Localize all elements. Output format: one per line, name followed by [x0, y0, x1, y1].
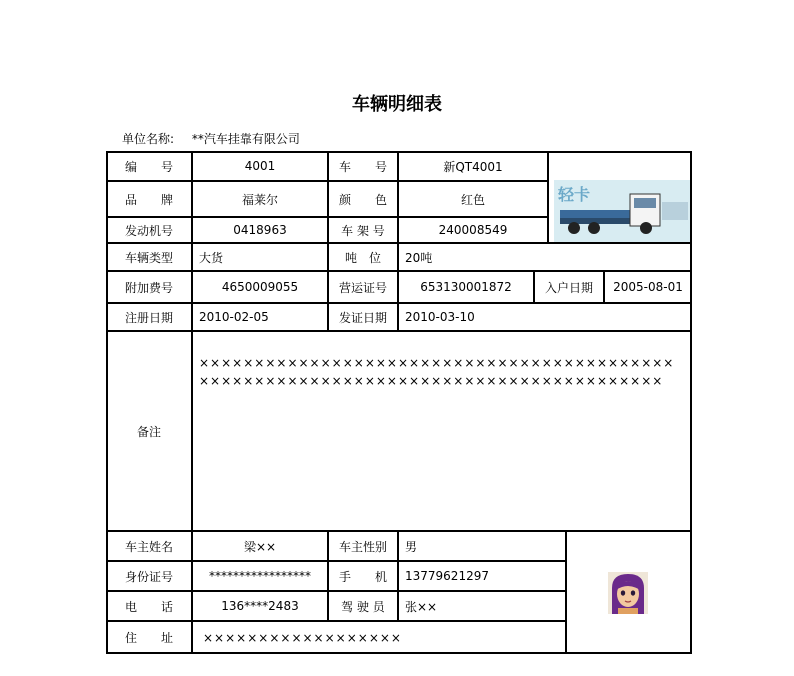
unit-value: **汽车挂靠有限公司: [191, 132, 300, 146]
value-register-home: 2005-08-01: [604, 271, 692, 303]
label-operating: 营运证号: [328, 271, 398, 303]
avatar: [608, 572, 648, 614]
vehicle-table: [106, 151, 692, 654]
label-registration-date: 注册日期: [106, 303, 192, 331]
truck-image: [554, 180, 690, 242]
label-remarks: 备注: [106, 331, 192, 531]
label-color: 颜 色: [328, 181, 398, 217]
unit-name: [122, 130, 300, 147]
value-brand: 福莱尔: [192, 181, 328, 217]
value-operating: 653130001872: [398, 271, 534, 303]
label-brand: 品 牌: [106, 181, 192, 217]
value-engine: 0418963: [192, 217, 328, 243]
owner-photo-cell: [566, 531, 692, 654]
label-phone: 电 话: [106, 591, 192, 621]
value-mobile: 13779621297: [398, 561, 566, 591]
label-frame: 车 架 号: [328, 217, 398, 243]
label-owner-name: 车主姓名: [106, 531, 192, 561]
unit-label: 单位名称:: [122, 132, 175, 146]
label-type: 车辆类型: [106, 243, 192, 271]
value-number: 4001: [192, 151, 328, 181]
label-address: 住 址: [106, 621, 192, 654]
label-number: 编 号: [106, 151, 192, 181]
value-phone: 136****2483: [192, 591, 328, 621]
value-type: 大货: [192, 243, 328, 271]
truck-logo-text: 轻卡: [558, 185, 591, 204]
value-registration-date: 2010-02-05: [192, 303, 328, 331]
label-plate: 车 号: [328, 151, 398, 181]
value-frame: 240008549: [398, 217, 548, 243]
value-surcharge: 4650009055: [192, 271, 328, 303]
label-surcharge: 附加费号: [106, 271, 192, 303]
label-engine: 发动机号: [106, 217, 192, 243]
value-id-number: *****************: [192, 561, 328, 591]
label-issue-date: 发证日期: [328, 303, 398, 331]
label-id-number: 身份证号: [106, 561, 192, 591]
label-owner-gender: 车主性别: [328, 531, 398, 561]
value-plate: 新QT4001: [398, 151, 548, 181]
label-tonnage: 吨 位: [328, 243, 398, 271]
value-owner-gender: 男: [398, 531, 566, 561]
value-remarks: ×××××××××××××××××××××××××××××××××××××××××××××××××××××××××××××××××××××××××××××××××××××: [192, 331, 692, 531]
value-tonnage: 20吨: [398, 243, 692, 271]
value-issue-date: 2010-03-10: [398, 303, 692, 331]
page-title: 车辆明细表: [352, 94, 442, 115]
label-mobile: 手 机: [328, 561, 398, 591]
value-address: ××××××××××××××××××: [192, 621, 566, 654]
label-driver: 驾 驶 员: [328, 591, 398, 621]
truck-photo-cell: [548, 151, 692, 243]
label-register-home: 入户日期: [534, 271, 604, 303]
value-owner-name: 梁××: [192, 531, 328, 561]
value-driver: 张××: [398, 591, 566, 621]
value-color: 红色: [398, 181, 548, 217]
